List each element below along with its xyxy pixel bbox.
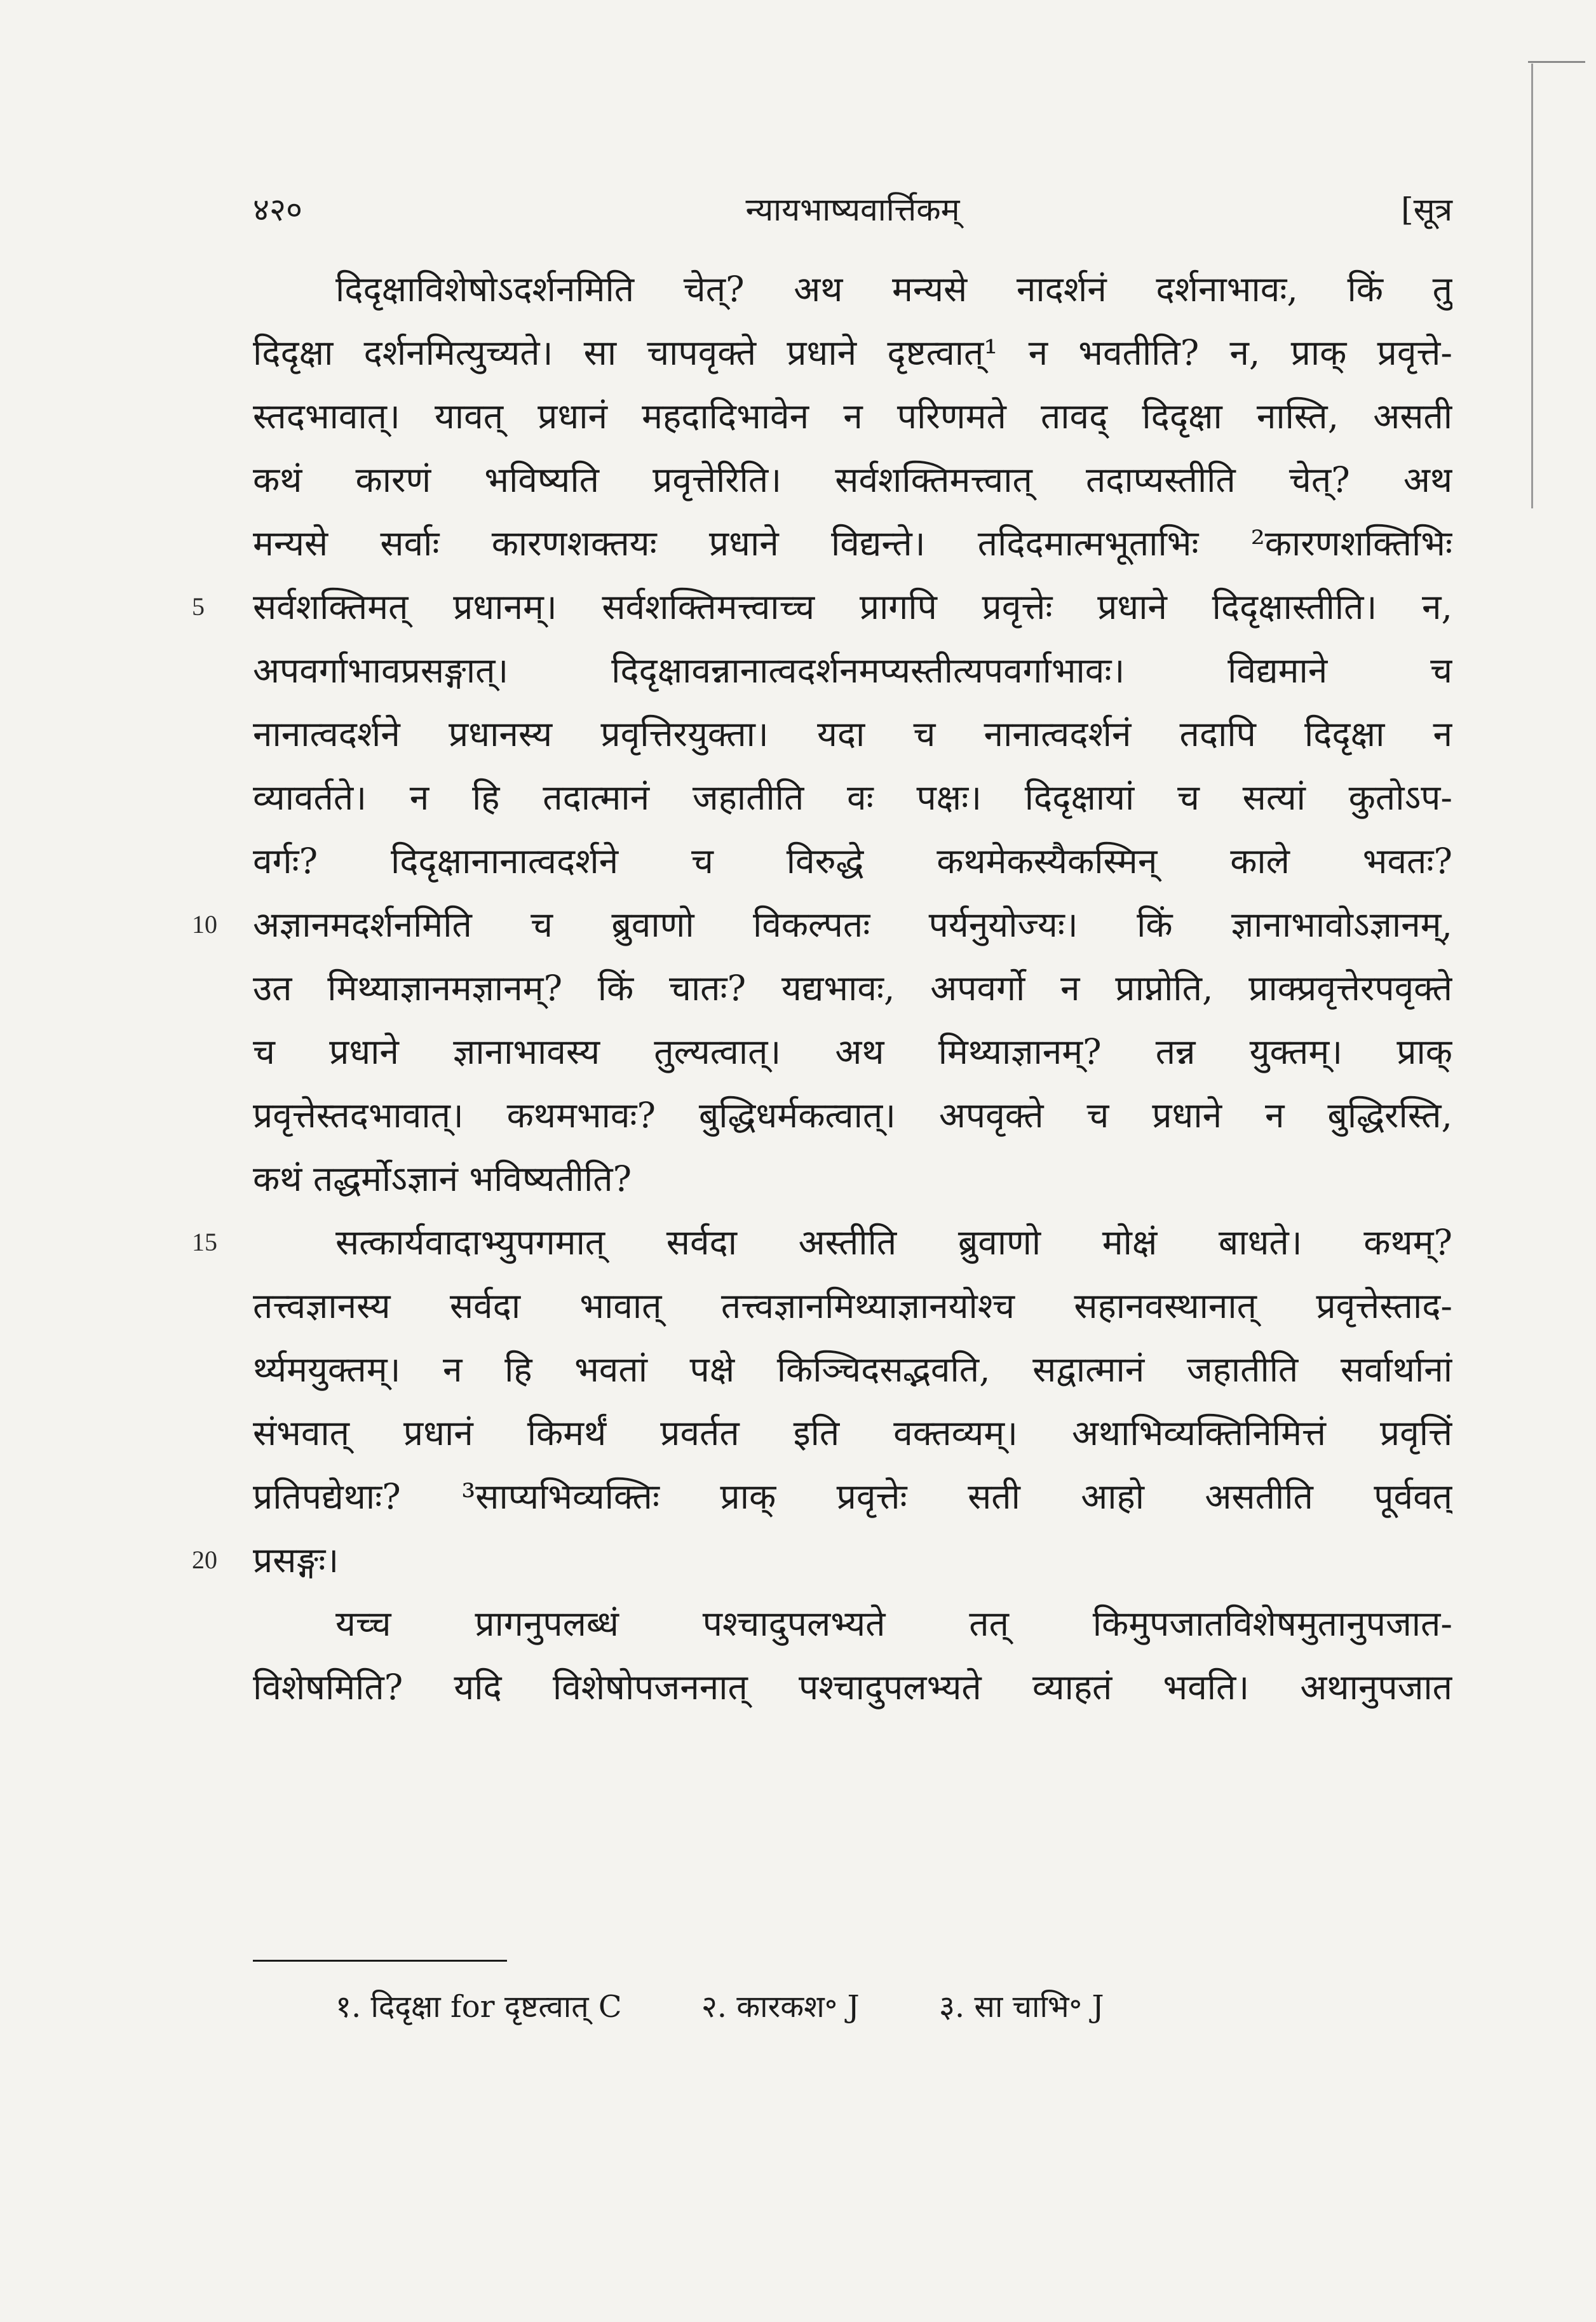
footnotes	[253, 1981, 1452, 2032]
line-number: 10	[192, 910, 217, 939]
footnote-2: २. कारकश॰ J	[701, 1989, 860, 2025]
text-line: संभवात् प्रधानं किमर्थं प्रवर्तत इति वक्तव्यम्। अथाभिव्यक्तिनिमित्तं प्रवृत्तिं	[253, 1413, 1452, 1453]
text-line: मन्यसे सर्वाः कारणशक्तयः प्रधाने विद्यन्ते। तदिदमात्मभूताभिः ²कारणशक्तिभिः	[253, 523, 1452, 564]
paragraph-1	[253, 257, 1452, 1211]
text-line: कथं कारणं भविष्यति प्रवृत्तेरिति। सर्वशक्तिमत्त्वात् तदाप्यस्तीति चेत्? अथ	[253, 459, 1452, 500]
line-number: 15	[192, 1228, 217, 1256]
line-number: 20	[192, 1545, 217, 1574]
footnote-rule	[253, 1960, 507, 1962]
text-line: सत्कार्यवादाभ्युपगमात् सर्वदा अस्तीति ब्रुवाणो मोक्षं बाधते। कथम्?	[335, 1222, 1452, 1263]
text-line: प्रवृत्तेस्तदभावात्। कथमभावः? बुद्धिधर्मकत्वात्। अपवृक्ते च प्रधाने न बुद्धिरस्ति,	[253, 1095, 1452, 1136]
text-line: सर्वशक्तिमत् प्रधानम्। सर्वशक्तिमत्त्वाच्च प्रागपि प्रवृत्तेः प्रधाने दिदृक्षास्तीति। न,	[253, 587, 1452, 627]
running-header	[253, 184, 1452, 235]
text-line: वर्गः? दिदृक्षानानात्वदर्शने च विरुद्धे कथमेकस्यैकस्मिन् काले भवतः?	[253, 841, 1452, 881]
text-line: अपवर्गाभावप्रसङ्गात्। दिदृक्षावन्नानात्वदर्शनमप्यस्तीत्यपवर्गाभावः। विद्यमाने च	[253, 650, 1452, 691]
scan-edge-mark	[1528, 61, 1585, 63]
scan-edge-line	[1531, 64, 1533, 508]
text-line: दिदृक्षा दर्शनमित्युच्यते। सा चापवृक्ते प्रधाने दृष्टत्वात्¹ न भवतीति? न, प्राक् प्रवृत्ते-	[253, 332, 1452, 373]
line-number: 5	[192, 592, 205, 621]
text-line: यच्च प्रागनुपलब्धं पश्चादुपलभ्यते तत् किमुपजातविशेषमुतानुपजात-	[335, 1603, 1452, 1644]
paragraph-3	[253, 1592, 1452, 1719]
footnote-3: ३. सा चाभि॰ J	[938, 1989, 1104, 2025]
text-line: च प्रधाने ज्ञानाभावस्य तुल्यत्वात्। अथ मिथ्याज्ञानम्? तन्न युक्तम्। प्राक्	[253, 1031, 1452, 1072]
text-line: दिदृक्षाविशेषोऽदर्शनमिति चेत्? अथ मन्यसे नादर्शनं दर्शनाभावः, किं तु	[335, 269, 1452, 309]
book-title: न्यायभाष्यवार्त्तिकम्	[745, 191, 960, 228]
text-line: स्तदभावात्। यावत् प्रधानं महदादिभावेन न परिणमते तावद् दिदृक्षा नास्ति, असती	[253, 396, 1452, 437]
text-line: उत मिथ्याज्ञानमज्ञानम्? किं चातः? यद्यभावः, अपवर्गो न प्राप्नोति, प्राक्प्रवृत्तेरपवृक्ते	[253, 968, 1452, 1008]
section-label: [सूत्र	[1401, 191, 1452, 228]
footnote-1: १. दिदृक्षा for दृष्टत्वात् C	[335, 1989, 622, 2025]
text-line: व्यावर्तते। न हि तदात्मानं जहातीति वः पक्षः। दिदृक्षायां च सत्यां कुतोऽप-	[253, 777, 1452, 818]
text-line: अज्ञानमदर्शनमिति च ब्रुवाणो विकल्पतः पर्यनुयोज्यः। किं ज्ञानाभावोऽज्ञानम्,	[253, 904, 1452, 945]
text-line: र्थ्यमयुक्तम्। न हि भवतां पक्षे किञ्चिदसद्भवति, सद्वात्मानं जहातीति सर्वार्थानां	[253, 1349, 1452, 1390]
text-line: प्रसङ्गः।	[253, 1540, 339, 1580]
paragraph-2	[253, 1211, 1452, 1592]
text-line: कथं तद्धर्मोऽज्ञानं भविष्यतीति?	[253, 1158, 632, 1199]
text-line: नानात्वदर्शने प्रधानस्य प्रवृत्तिरयुक्ता। यदा च नानात्वदर्शनं तदापि दिदृक्षा न	[253, 714, 1452, 754]
text-line: तत्त्वज्ञानस्य सर्वदा भावात् तत्त्वज्ञानमिथ्याज्ञानयोश्च सहानवस्थानात् प्रवृत्तेस्ताद-	[253, 1286, 1452, 1326]
text-line: विशेषमिति? यदि विशेषोपजननात् पश्चादुपलभ्यते व्याहतं भवति। अथानुपजात	[253, 1667, 1452, 1708]
main-text	[253, 257, 1452, 1719]
text-line: प्रतिपद्येथाः? ³साप्यभिव्यक्तिः प्राक् प्रवृत्तेः सती आहो असतीति पूर्ववत्	[253, 1476, 1452, 1517]
page-number: ४२०	[253, 191, 302, 228]
